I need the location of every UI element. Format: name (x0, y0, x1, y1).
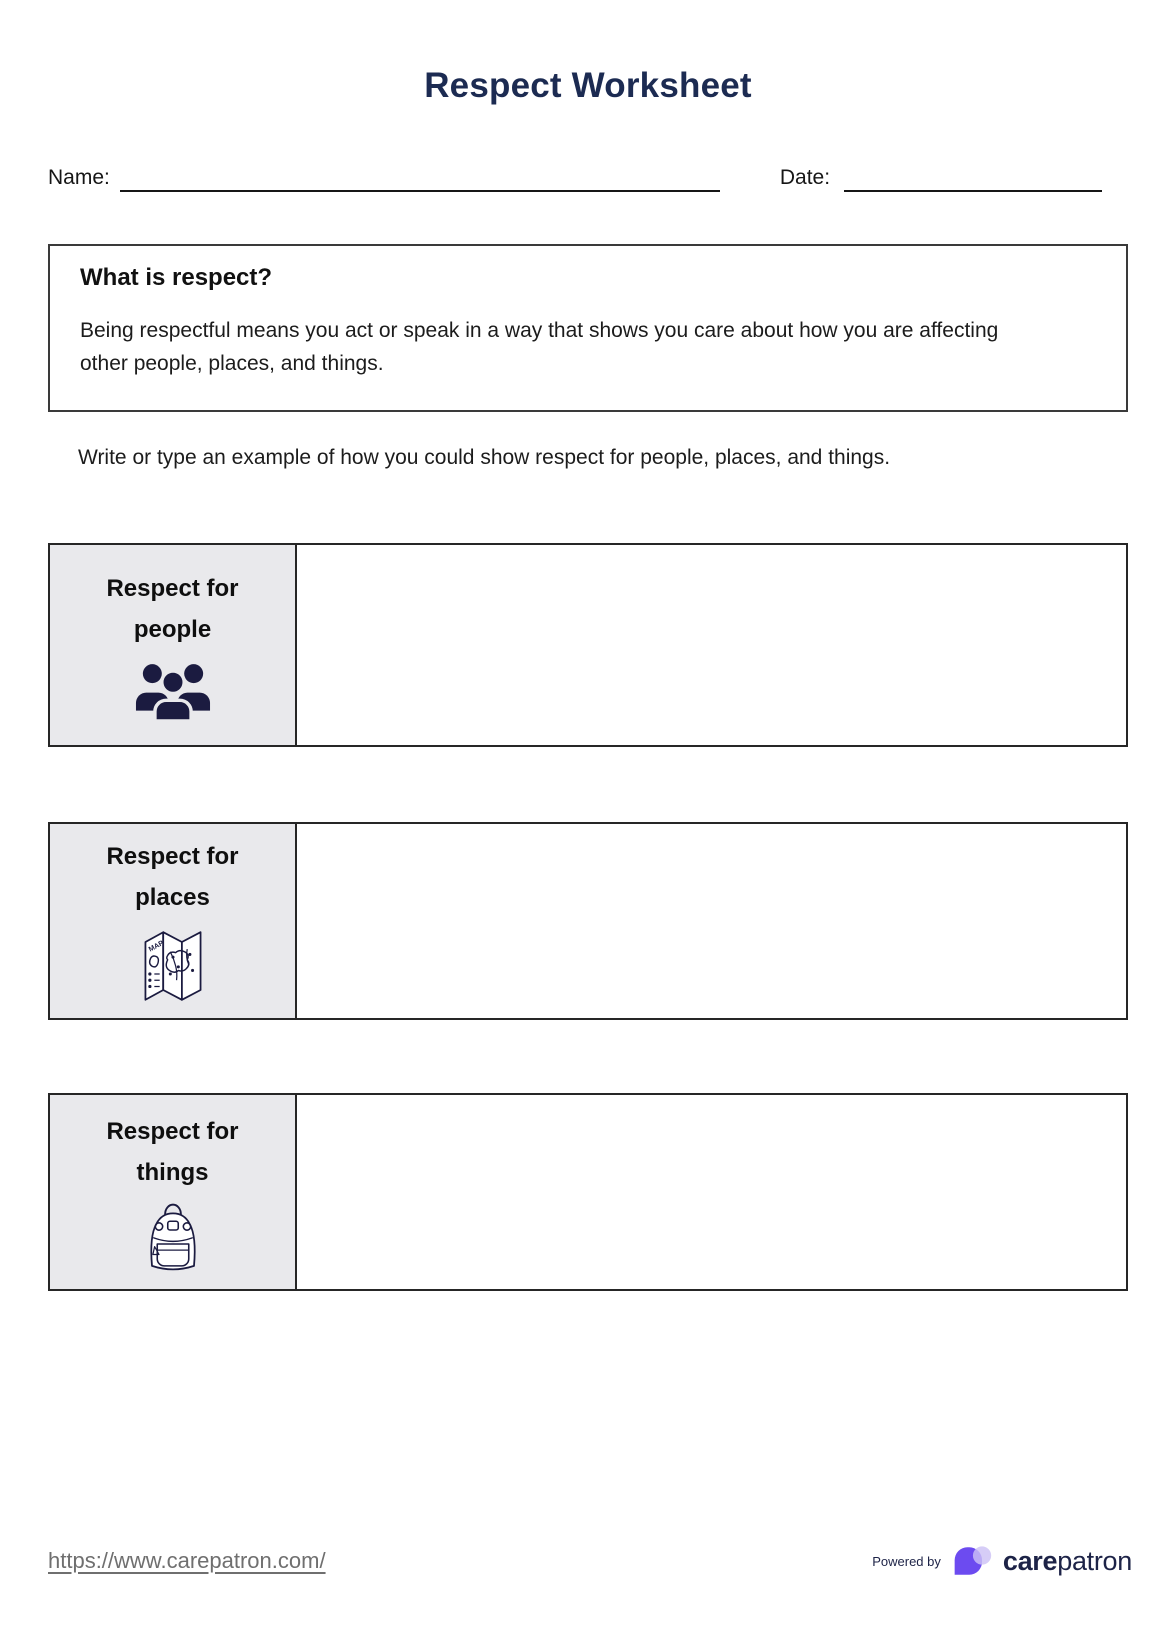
name-input-line[interactable] (120, 166, 720, 192)
respect-row-places (48, 822, 1128, 1020)
label-cell-things (50, 1095, 297, 1289)
name-label: Name: (48, 166, 110, 189)
info-box-heading: What is respect? (80, 264, 273, 291)
backpack-icon (145, 1202, 201, 1272)
row-label-line1: Respect for (106, 575, 239, 602)
date-input-line[interactable] (844, 166, 1102, 192)
answer-area-people[interactable] (297, 545, 1126, 745)
brand-name (1003, 1546, 1132, 1577)
label-cell-people (50, 545, 297, 745)
footer (48, 1543, 1132, 1579)
info-box-body: Being respectful means you act or speak in a way that shows you care about how you are affecting other people, places, and things. (80, 319, 999, 375)
row-label-line2: places (135, 884, 210, 911)
people-group-icon (133, 659, 213, 721)
answer-area-places[interactable] (297, 824, 1126, 1018)
info-box (48, 244, 1128, 412)
svg-text:MAP: MAP (146, 939, 165, 954)
powered-by-block (872, 1543, 1132, 1579)
answer-area-things[interactable] (297, 1095, 1126, 1289)
name-date-row (48, 166, 1128, 192)
respect-row-people (48, 543, 1128, 747)
instruction-text: Write or type an example of how you could show respect for people, places, and things. (78, 446, 891, 469)
page-title: Respect Worksheet (424, 66, 752, 105)
brand-name-regular: patron (1057, 1545, 1132, 1576)
carepatron-link[interactable]: https://www.carepatron.com/ (48, 1548, 326, 1573)
row-label-line1: Respect for (106, 843, 239, 870)
brand-name-bold: care (1002, 1545, 1058, 1576)
row-label-line2: people (133, 616, 212, 643)
date-label: Date: (779, 166, 831, 189)
map-icon (141, 927, 205, 1005)
respect-row-things (48, 1093, 1128, 1291)
row-label-line2: things (136, 1159, 209, 1186)
powered-by-label: Powered by (872, 1553, 941, 1569)
carepatron-logo-icon (951, 1543, 993, 1579)
row-label-line1: Respect for (106, 1118, 239, 1145)
label-cell-places (50, 824, 297, 1018)
